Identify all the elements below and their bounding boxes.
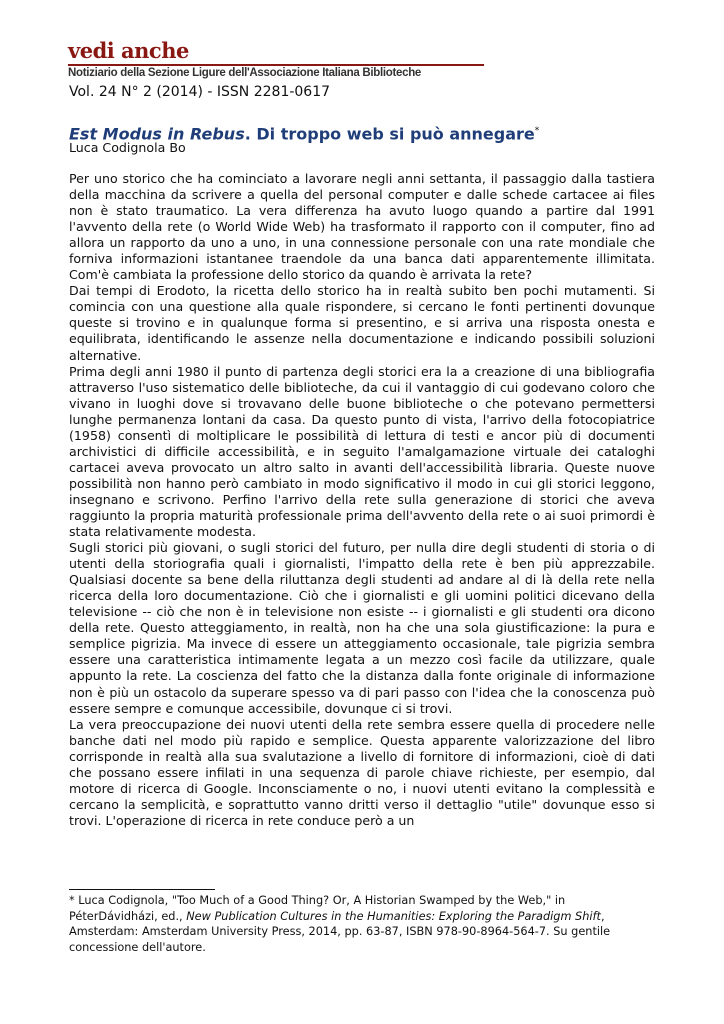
footnote-reference[interactable]: * <box>534 126 540 136</box>
footnote-text-before: Luca Codignola, "Too Much of a Good Thing? Or, A Historian Swamped by the Web," in PéterDávidházi, ed., <box>69 894 566 923</box>
article-body <box>69 171 655 829</box>
volume-info: Vol. 24 N° 2 (2014) - ISSN 2281-0617 <box>69 84 331 100</box>
article-author: Luca Codignola Bo <box>69 140 186 155</box>
footnote-separator <box>69 889 215 890</box>
footnote-book-title: New Publication Cultures in the Humanities: Exploring the Paradigm Shift <box>186 909 601 923</box>
footnote-mark: * <box>69 894 75 907</box>
paragraph-3: Prima degli anni 1980 il punto di partenza degli storici era la a creazione di una bibliografia attraverso l'uso sistematico delle biblioteche, da cui il vantaggio di cui godevano coloro che vivano in luoghi dove si trovavano delle buone biblioteche o che potevano permettersi lunghe permanenza lontani da casa. Da questo punto di vista, l'arrivo della fotocopiatrice (1958) consentì di moltiplicare le possibilità di lettura di testi e ancor più di documenti archivistici di difficile accessibilità, e in seguito l'amalgamazione virtuale dei cataloghi cartacei aveva provocato un altro salto in avanti dell'accessibilità libraria. Queste nuove possibilità non hanno però cambiato in modo significativo il modo in cui gli storici leggono, insegnano e scrivono. Perfino l'arrivo della rete sulla generazione di storici che aveva raggiunto la propria maturità professionale prima dell'avvento della rete o ai suoi primordi è stata relativamente modesta. <box>69 363 655 540</box>
paragraph-2: Dai tempi di Erodoto, la ricetta dello storico ha in realtà subito ben pochi mutamenti. Si comincia con una questione alla quale rispondere, si cercano le fonti pertinenti dovunque queste si trovino e in qualunque forma si presentino, e si arriva una risposta onesta e equilibrata, identificando le assenze nella documentazione e indicando possibili soluzioni alternative. <box>69 283 655 363</box>
footnote <box>69 893 649 955</box>
article-title-italic: Est Modus in Rebus <box>69 124 245 144</box>
paragraph-5: La vera preoccupazione dei nuovi utenti della rete sembra essere quella di procedere nelle banche dati nel modo più rapido e semplice. Questa apparente valorizzazione del libro corrisponde in realtà alla sua svalutazione a livello di fornitore di informazioni, cioè di dati che possano essere infilati in una sequenza di parole chiave richieste, per esempio, dal motore di ricerca di Google. Inconsciamente o no, i nuovi utenti evitano la complessità e cercano la semplicità, e soprattutto vanno dritti verso il dettaglio "utile" dovunque esso si trovi. L'operazione di ricerca in rete conduce però a un <box>69 716 655 828</box>
journal-logo: vedi anche <box>68 38 189 63</box>
masthead <box>68 40 484 80</box>
footnote-text-after: , Amsterdam: Amsterdam University Press, 2014, pp. 63-87, ISBN 978-90-8964-564-7. Su gentile concessione dell'autore. <box>69 909 611 954</box>
paragraph-1: Per uno storico che ha cominciato a lavorare negli anni settanta, il passaggio dalla tastiera della macchina da scrivere a quella del personal computer e dalle schede cartacee ai files non è stato traumatico. La vera differenza ha avuto luogo quando a partire dal 1991 l'avvento della rete (o World Wide Web) ha trasformato il rapporto con il computer, fino ad allora un rapporto da uno a uno, in una connessione personale con una rate mondiale che forniva informazioni istantanee traendole da una banca dati apparentemente illimitata. Com'è cambiata la professione dello storico da quando è arrivata la rete? <box>69 171 655 283</box>
paragraph-4: Sugli storici più giovani, o sugli storici del futuro, per nulla dire degli studenti di storia o di utenti della storiografia quali i giornalisti, l'impatto della rete è ben più apprezzabile. Qualsiasi docente sa bene della riluttanza degli studenti ad andare al di là della rete nella ricerca della loro documentazione. Ciò che i giornalisti e gli uomini politici dicevano della televisione -- ciò che non è in televisione non esiste -- i giornalisti e gli studenti ora dicono della rete. Questo atteggiamento, in realtà, non ha che una sola giustificazione: la pura e semplice pigrizia. Ma invece di essere un atteggiamento occasionale, tale pigrizia sembra essere una caratteristica intimamente legata a un mezzo così facile da utilizzare, quale appunto la rete. La coscienza del fatto che la distanza dalla fonte originale di informazione non è più un ostacolo da superare spesso va di pari passo con l'idea che la conoscenza può essere sempre e comunque accessibile, dovunque ci si trovi. <box>69 540 655 716</box>
article-title-rest: . Di troppo web si può annegare <box>244 124 535 144</box>
journal-subtitle: Notiziario della Sezione Ligure dell'Associazione Italiana Biblioteche <box>68 67 422 79</box>
